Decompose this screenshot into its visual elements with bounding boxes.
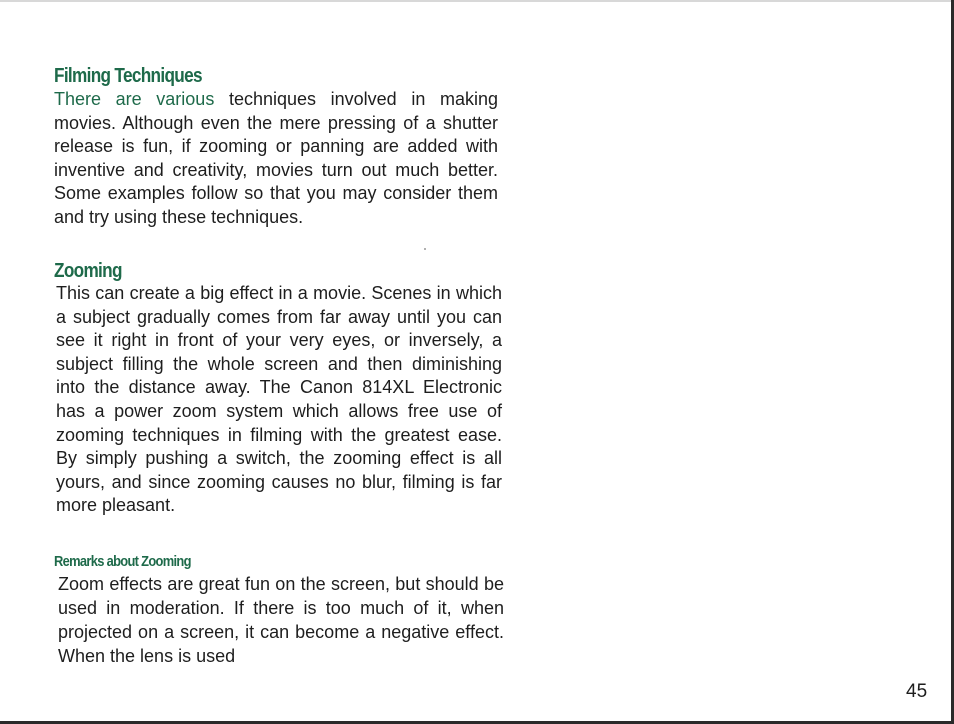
remarks-about-zooming-paragraph: Zoom effects are great fun on the screen, but should be used in moderation. If there is too much of it, when projected on a screen, it can become a negative effect. When the lens is used: [58, 574, 504, 666]
page-top-edge: [0, 0, 954, 2]
filming-techniques-heading: Filming Techniques: [54, 65, 202, 87]
zooming-heading: Zooming: [54, 260, 122, 282]
remarks-about-zooming-heading: Remarks about Zooming: [54, 553, 191, 570]
filming-techniques-paragraph: [54, 88, 498, 230]
zooming-paragraph: This can create a big effect in a movie. Scenes in which a subject gradually comes from far away until you can see it right in front of your very eyes, or inversely, a subject filling the whole screen and then diminishing into the distance away. The Canon 814XL Electronic has a power zoom system which allows free use of zooming techniques in filming with the greatest ease. By simply pushing a switch, the zooming effect is all yours, and since zooming causes no blur, filming is far more pleasant.: [56, 283, 502, 516]
page-number: 45: [906, 681, 928, 702]
print-speck: [424, 248, 426, 250]
filming-techniques-lead: There are various: [54, 89, 215, 109]
filming-techniques-text: techniques involved in making movies. Although even the mere pressing of a shutter release is fun, if zooming or panning are added with inventive and creativity, movies turn out much better. Some examples follow so that you may consider them and try using these techniques.: [54, 89, 498, 227]
